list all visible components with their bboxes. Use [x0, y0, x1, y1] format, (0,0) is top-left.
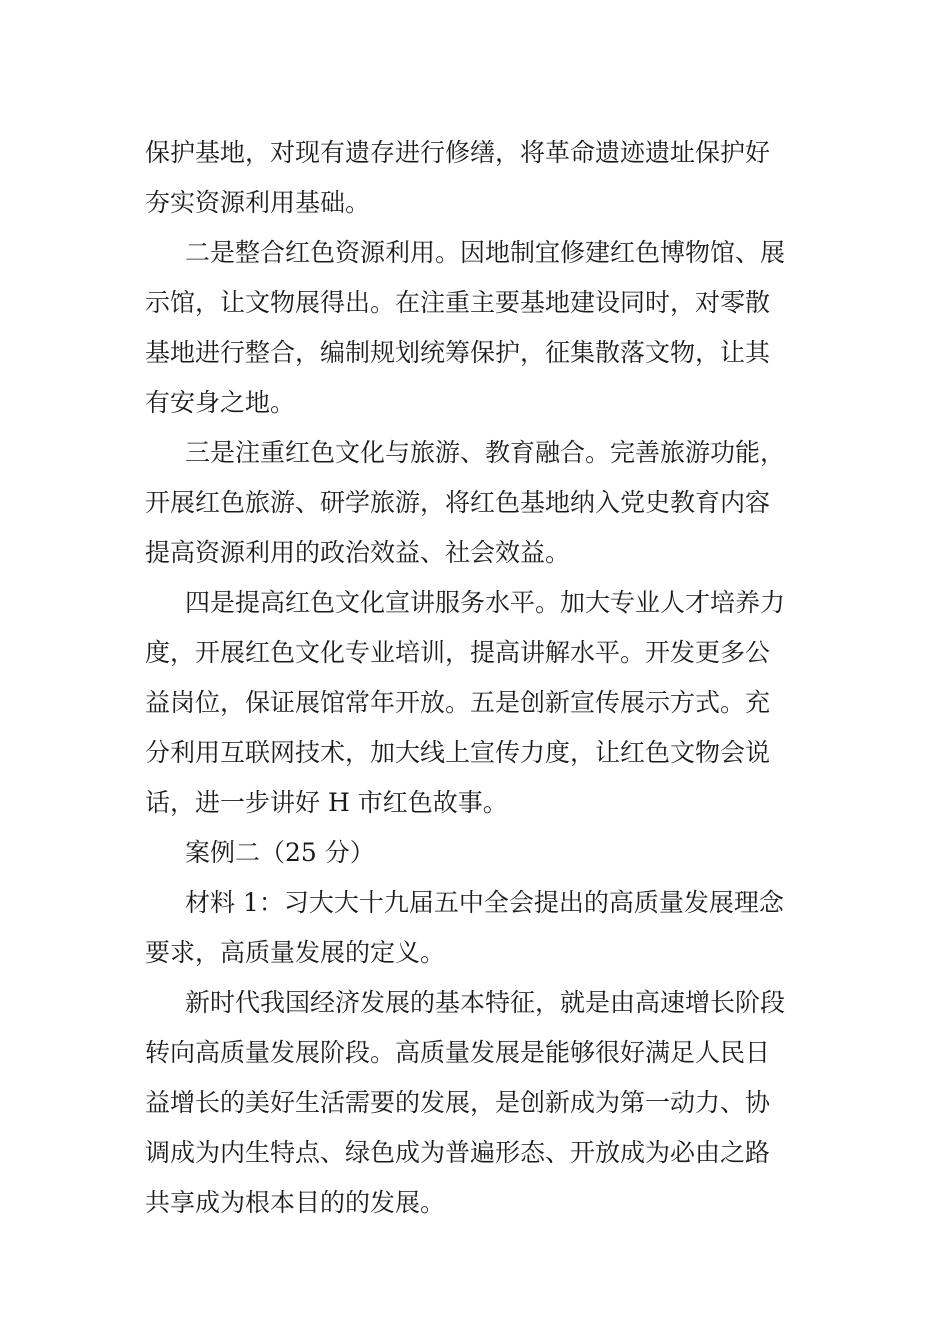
text-line: 基地进行整合，编制规划统筹保护，征集散落文物，让其: [145, 338, 771, 367]
text-line: 保护基地，对现有遗存进行修缮，将革命遗迹遗址保护好: [145, 138, 771, 167]
text-line: 分利用互联网技术，加大线上宣传力度，让红色文物会说: [145, 738, 771, 767]
paragraph-start-line: 四是提高红色文化宣讲服务水平。加大专业人才培养力: [185, 588, 786, 617]
text-line: 益增长的美好生活需要的发展，是创新成为第一动力、协: [145, 1088, 771, 1117]
paragraph-start-line: 材料 1：习大大十九届五中全会提出的高质量发展理念: [185, 888, 784, 917]
text-line: 调成为内生特点、绿色成为普遍形态、开放成为必由之路: [145, 1138, 771, 1167]
paragraph-start-line: 三是注重红色文化与旅游、教育融合。完善旅游功能，: [185, 438, 786, 467]
text-line: 提高资源利用的政治效益、社会效益。: [145, 538, 571, 567]
text-line: 话，进一步讲好 H 市红色故事。: [145, 788, 508, 817]
paragraph-start-line: 新时代我国经济发展的基本特征，就是由高速增长阶段: [185, 988, 786, 1017]
text-line: 益岗位，保证展馆常年开放。五是创新宣传展示方式。充: [145, 688, 771, 717]
body-text: [145, 128, 825, 1228]
text-line: 有安身之地。: [145, 388, 296, 417]
text-line: 共享成为根本目的的发展。: [145, 1188, 446, 1217]
text-line: 转向高质量发展阶段。高质量发展是能够很好满足人民日: [145, 1038, 771, 1067]
text-line: 开展红色旅游、研学旅游，将红色基地纳入党史教育内容: [145, 488, 771, 517]
text-line: 要求，高质量发展的定义。: [145, 938, 446, 967]
section-heading: 案例二（25 分）: [185, 838, 375, 867]
paragraph-start-line: 二是整合红色资源利用。因地制宜修建红色博物馆、展: [185, 238, 786, 267]
text-line: 示馆，让文物展得出。在注重主要基地建设同时，对零散: [145, 288, 771, 317]
text-line: 夯实资源利用基础。: [145, 188, 371, 217]
text-line: 度，开展红色文化专业培训，提高讲解水平。开发更多公: [145, 638, 771, 667]
